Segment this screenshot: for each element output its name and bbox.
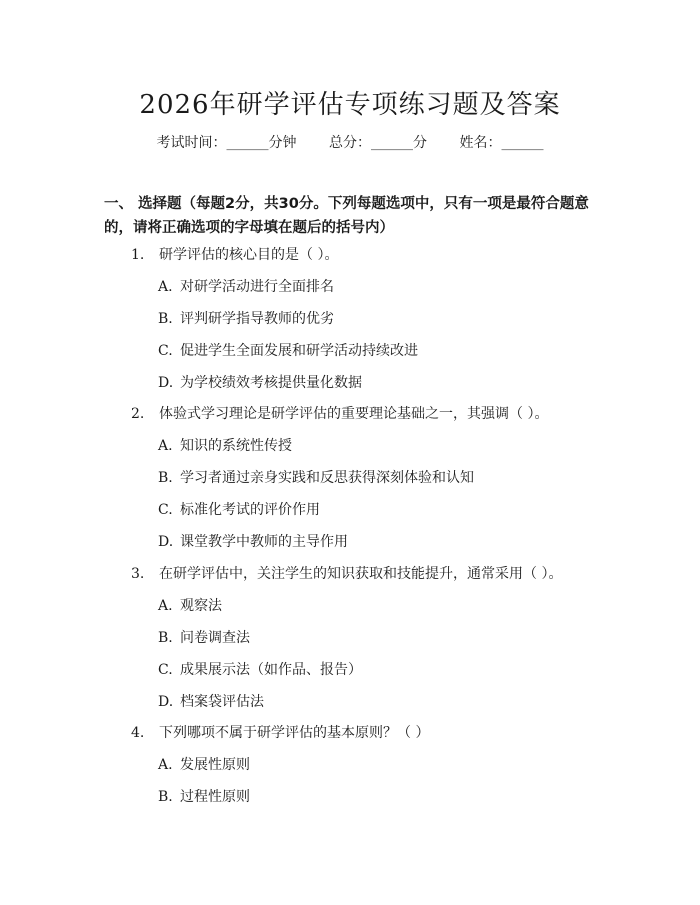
total-score-field: 总分：______分 <box>329 135 427 151</box>
option-letter: B. <box>158 789 173 805</box>
question-3 <box>131 563 562 583</box>
question-text: 下列哪项不属于研学评估的基本原则？（ ） <box>159 725 430 741</box>
option-letter: D. <box>158 694 174 710</box>
option-text: 学习者通过亲身实践和反思获得深刻体验和认知 <box>180 470 474 486</box>
question-text: 在研学评估中，关注学生的知识获取和技能提升，通常采用（ ）。 <box>159 566 563 582</box>
document-title: 2026年研学评估专项练习题及答案 <box>139 90 561 120</box>
option-text: 为学校绩效考核提供量化数据 <box>180 375 362 391</box>
option-text: 观察法 <box>180 598 222 614</box>
option-letter: D. <box>158 534 174 550</box>
option-text: 课堂教学中教师的主导作用 <box>180 534 348 550</box>
option-letter: B. <box>158 630 173 646</box>
option-text: 标准化考试的评价作用 <box>180 502 320 518</box>
question-1-option-b <box>158 308 334 328</box>
option-text: 成果展示法（如作品、报告） <box>180 662 362 678</box>
question-4-option-a <box>158 754 250 774</box>
option-letter: A. <box>158 598 173 614</box>
option-text: 评判研学指导教师的优劣 <box>180 311 334 327</box>
option-text: 知识的系统性传授 <box>180 438 292 454</box>
question-3-option-a <box>158 595 222 615</box>
option-letter: B. <box>158 311 173 327</box>
question-number: 3. <box>131 566 145 582</box>
question-number: 2. <box>131 406 145 422</box>
question-2-option-c <box>158 499 320 519</box>
option-letter: A. <box>158 279 173 295</box>
option-letter: D. <box>158 375 174 391</box>
question-2-option-b <box>158 467 474 487</box>
question-3-option-c <box>158 659 362 679</box>
option-text: 发展性原则 <box>180 757 250 773</box>
question-2-option-d <box>158 531 348 551</box>
option-text: 对研学活动进行全面排名 <box>180 279 334 295</box>
question-4 <box>131 722 429 742</box>
question-number: 1. <box>131 247 145 263</box>
option-text: 档案袋评估法 <box>180 694 264 710</box>
question-text: 研学评估的核心目的是（ ）。 <box>159 247 339 263</box>
student-name-field: 姓名：______ <box>459 135 544 151</box>
question-number: 4. <box>131 725 145 741</box>
question-1-option-c <box>158 340 418 360</box>
question-1 <box>131 244 338 264</box>
question-1-option-d <box>158 372 362 392</box>
question-3-option-b <box>158 627 250 647</box>
exam-meta-line <box>0 132 700 152</box>
option-text: 促进学生全面发展和研学活动持续改进 <box>180 343 418 359</box>
section-heading: 一、 选择题（每题2分，共30分。下列每题选项中，只有一项是最符合题意的，请将正确选项的字母填在题后的括号内） <box>104 196 589 236</box>
question-4-option-b <box>158 786 250 806</box>
option-letter: C. <box>158 662 173 678</box>
question-2-option-a <box>158 435 292 455</box>
option-letter: B. <box>158 470 173 486</box>
option-letter: A. <box>158 438 173 454</box>
exam-time-field: 考试时间：______分钟 <box>156 135 297 151</box>
option-letter: C. <box>158 343 173 359</box>
question-text: 体验式学习理论是研学评估的重要理论基础之一，其强调（ ）。 <box>159 406 549 422</box>
option-letter: A. <box>158 757 173 773</box>
question-1-option-a <box>158 276 334 296</box>
question-3-option-d <box>158 691 264 711</box>
option-text: 问卷调查法 <box>180 630 250 646</box>
question-2 <box>131 403 548 423</box>
option-letter: C. <box>158 502 173 518</box>
option-text: 过程性原则 <box>180 789 250 805</box>
